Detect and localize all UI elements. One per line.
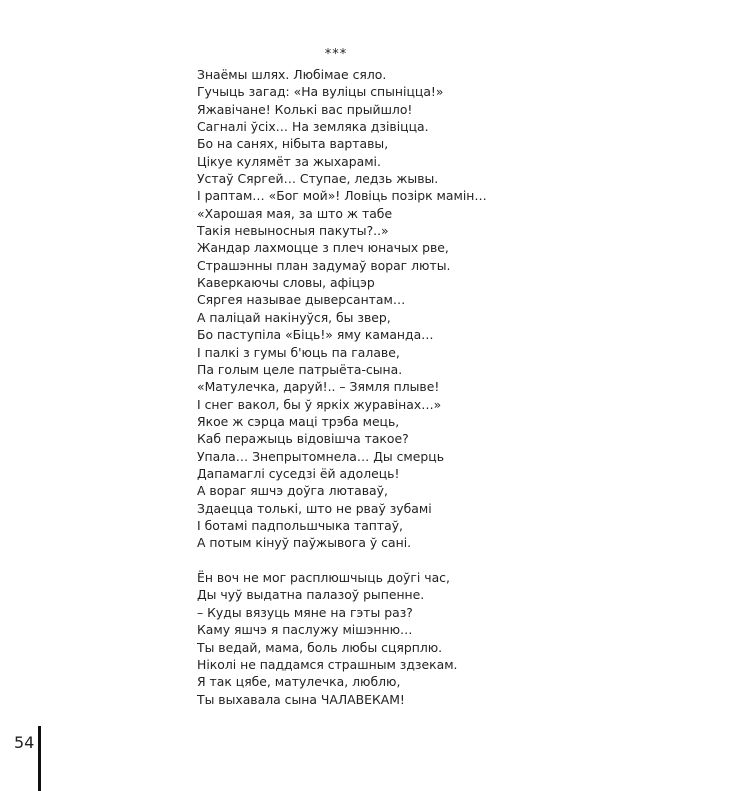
poem-line: «Харошая мая, за што ж табе bbox=[197, 205, 393, 221]
stanza-2 bbox=[197, 569, 617, 708]
poem-line: Каму яшчэ я паслужу мішэнню… bbox=[197, 622, 413, 638]
poem-line: Такія невыносныя пакуты?..» bbox=[197, 223, 389, 239]
poem-line: І ботамі падпольшчыка таптаў, bbox=[197, 517, 403, 533]
page-number: 54 bbox=[14, 733, 35, 752]
poem-line: А вораг яшчэ доўга лютаваў, bbox=[197, 483, 388, 499]
poem bbox=[197, 66, 617, 708]
poem-line: А паліцай накінуўся, бы звер, bbox=[197, 309, 391, 325]
poem-line: Дапамаглі суседзі ёй адолець! bbox=[197, 465, 400, 481]
page-number-rule bbox=[38, 726, 41, 791]
section-separator: *** bbox=[324, 47, 348, 62]
poem-line: Каб перажыць відовішча такое? bbox=[197, 431, 409, 447]
poem-line: Якое ж сэрца маці трэба мець, bbox=[197, 413, 400, 429]
poem-line: Ніколі не паддамся страшным здзекам. bbox=[197, 656, 458, 672]
poem-line: Бо на санях, нібыта вартавы, bbox=[197, 136, 389, 152]
poem-line: Знаёмы шлях. Любімае сяло. bbox=[197, 67, 387, 82]
poem-line: І палкі з гумы б'юць па галаве, bbox=[197, 344, 400, 360]
poem-line: Я так цябе, матулечка, люблю, bbox=[197, 674, 401, 690]
poem-line: Ды чуў выдатна палазоў рыпенне. bbox=[197, 587, 425, 603]
poem-line: Устаў Сяргей… Ступае, ледзь жывы. bbox=[197, 171, 439, 187]
poem-line: Яжавічане! Колькі вас прыйшло! bbox=[197, 101, 413, 117]
poem-line: Цікуе кулямёт за жыхарамі. bbox=[197, 153, 381, 169]
poem-line: – Куды вязуць мяне на гэты раз? bbox=[197, 604, 413, 620]
poem-line: Ён воч не мог расплюшчыць доўгі час, bbox=[197, 570, 450, 586]
poem-line: Ты выхавала сына ЧАЛАВЕКАМ! bbox=[197, 691, 405, 707]
poem-line: Упала… Знепрытомнела… Ды смерць bbox=[197, 448, 445, 464]
poem-line: Па голым целе патрыёта-сына. bbox=[197, 361, 403, 377]
poem-line: Ты ведай, мама, боль любы сцярплю. bbox=[197, 639, 443, 655]
stanza-1 bbox=[197, 66, 617, 552]
stanza-gap bbox=[197, 552, 617, 570]
poem-line: «Матулечка, даруй!.. – Зямля плыве! bbox=[197, 379, 440, 395]
poem-line: Сагналі ўсіх… На земляка дзівіцца. bbox=[197, 119, 429, 135]
poem-line: Гучыць загад: «На вуліцы спыніцца!» bbox=[197, 84, 444, 100]
poem-line: І раптам… «Бог мой»! Ловіць позірк мамін… bbox=[197, 188, 487, 204]
poem-line: Каверкаючы словы, афіцэр bbox=[197, 275, 375, 291]
poem-line: Жандар лахмоцце з плеч юначых рве, bbox=[197, 240, 449, 256]
poem-line: А потым кінуў паўжывога ў сані. bbox=[197, 535, 412, 551]
poem-line: Бо паступіла «Біць!» яму каманда… bbox=[197, 327, 434, 343]
poem-line: І снег вакол, бы ў яркіх журавінах…» bbox=[197, 396, 442, 412]
poem-line: Сяргея называе дыверсантам… bbox=[197, 292, 406, 308]
poem-line: Здаецца толькі, што не рваў зубамі bbox=[197, 500, 432, 516]
poem-line: Страшэнны план задумаў вораг люты. bbox=[197, 257, 451, 273]
